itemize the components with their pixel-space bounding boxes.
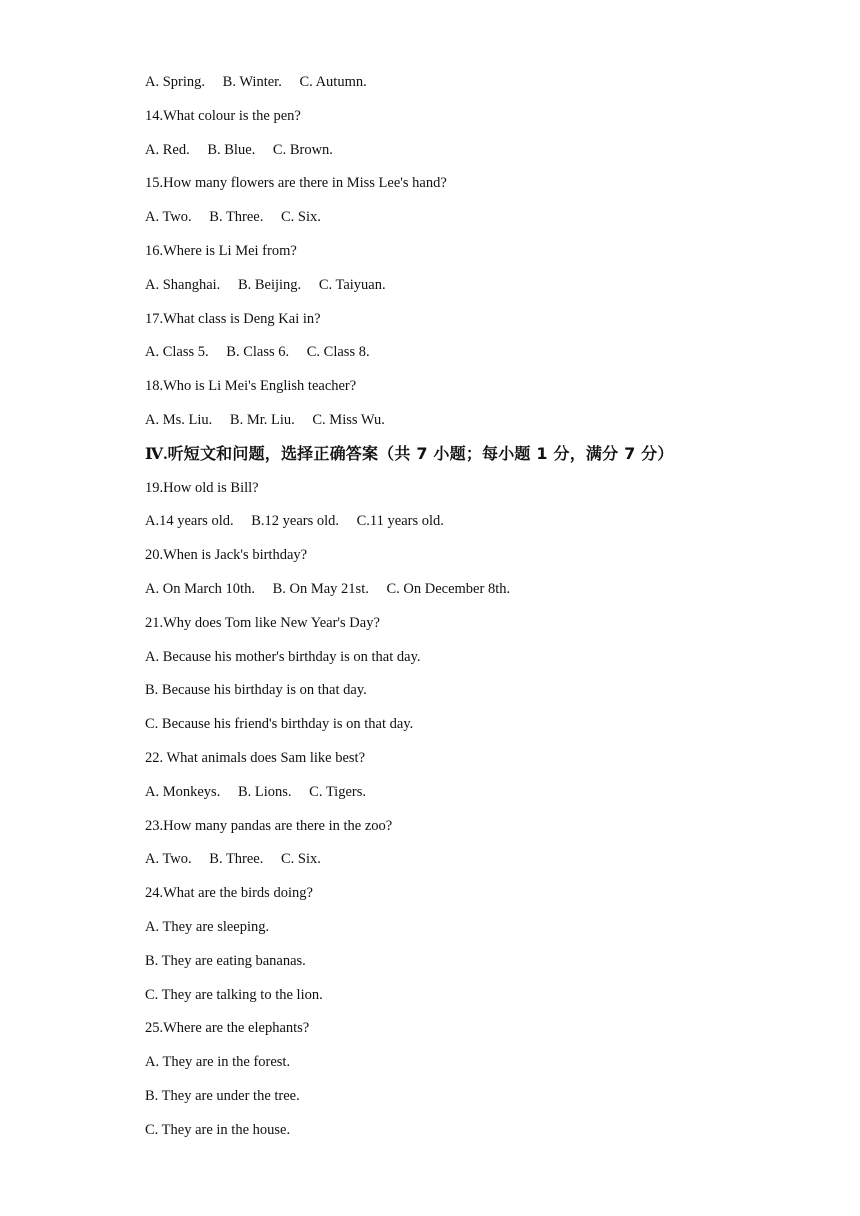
section-4-numeral: Ⅳ. — [145, 445, 168, 463]
q24-option-b: B. They are eating bananas. — [145, 952, 306, 969]
q13-options — [145, 72, 785, 106]
q15-option-c: C. Six. — [281, 209, 321, 226]
section-4-title: 听短文和问题，选择正确答案（共 7 小题；每小题 1 分，满分 7 分） — [167, 443, 674, 463]
q22-option-a: A. Monkeys. — [145, 783, 221, 800]
q20-option-c: C. On December 8th. — [386, 580, 511, 597]
q16-options — [145, 275, 785, 309]
q14-options — [145, 140, 785, 174]
q21-option-a: A. Because his mother's birthday is on that day. — [145, 648, 421, 665]
q22-question: 22. What animals does Sam like best? — [145, 749, 366, 766]
q22-option-c: C. Tigers. — [309, 783, 366, 800]
q16-option-b: B. Beijing. — [237, 276, 302, 293]
q18-option-a: A. Ms. Liu. — [145, 411, 213, 428]
q20-question: 20.When is Jack's birthday? — [145, 547, 308, 564]
q16-question: 16.Where is Li Mei from? — [145, 242, 297, 259]
q14-option-a: A. Red. — [145, 141, 190, 158]
q19-options — [145, 511, 785, 545]
q23-option-a: A. Two. — [145, 851, 192, 868]
q25-option-c: C. They are in the house. — [145, 1121, 291, 1138]
q24-option-a: A. They are sleeping. — [145, 918, 270, 935]
q13-option-c: C. Autumn. — [299, 74, 367, 90]
q15-option-a: A. Two. — [145, 209, 192, 226]
q23-option-c: C. Six. — [281, 851, 321, 868]
q14-option-b: B. Blue. — [207, 141, 256, 158]
q23-option-b: B. Three. — [209, 851, 264, 868]
q23-options — [145, 849, 785, 883]
q20-options — [145, 579, 785, 613]
q19-option-b: B.12 years old. — [251, 513, 340, 530]
q19-question: 19.How old is Bill? — [145, 479, 259, 496]
q22-options — [145, 782, 785, 816]
q21-option-b: B. Because his birthday is on that day. — [145, 682, 367, 699]
q18-options — [145, 410, 785, 444]
q17-option-b: B. Class 6. — [226, 344, 290, 361]
q15-options — [145, 207, 785, 241]
q22-option-b: B. Lions. — [237, 783, 292, 800]
q20-option-a: A. On March 10th. — [145, 580, 255, 597]
q21-question: 21.Why does Tom like New Year's Day? — [145, 614, 380, 631]
q17-option-c: C. Class 8. — [306, 344, 370, 361]
q18-option-c: C. Miss Wu. — [312, 411, 385, 428]
q13-option-a: A. Spring. — [145, 74, 206, 90]
q15-question: 15.How many flowers are there in Miss Lee's hand? — [145, 175, 447, 192]
q25-option-b: B. They are under the tree. — [145, 1087, 300, 1104]
q25-option-a: A. They are in the forest. — [145, 1054, 291, 1071]
q24-option-c: C. They are talking to the lion. — [145, 986, 323, 1003]
q17-question: 17.What class is Deng Kai in? — [145, 310, 321, 327]
q15-option-b: B. Three. — [209, 209, 264, 226]
q17-options — [145, 342, 785, 376]
q16-option-a: A. Shanghai. — [145, 276, 221, 293]
q25-question: 25.Where are the elephants? — [145, 1020, 310, 1037]
q24-question: 24.What are the birds doing? — [145, 885, 313, 902]
q14-option-c: C. Brown. — [272, 141, 333, 158]
exam-page — [145, 72, 785, 1154]
q23-question: 23.How many pandas are there in the zoo? — [145, 817, 393, 834]
q21-option-c: C. Because his friend's birthday is on that day. — [145, 716, 414, 733]
q19-option-c: C.11 years old. — [356, 513, 444, 530]
section-4-heading — [145, 444, 785, 478]
q20-option-b: B. On May 21st. — [272, 580, 369, 597]
q14-question: 14.What colour is the pen? — [145, 107, 301, 124]
q19-option-a: A.14 years old. — [145, 513, 234, 530]
q18-option-b: B. Mr. Liu. — [229, 411, 295, 428]
q13-option-b: B. Winter. — [222, 74, 282, 90]
q18-question: 18.Who is Li Mei's English teacher? — [145, 378, 357, 395]
q16-option-c: C. Taiyuan. — [318, 276, 386, 293]
q17-option-a: A. Class 5. — [145, 344, 209, 361]
